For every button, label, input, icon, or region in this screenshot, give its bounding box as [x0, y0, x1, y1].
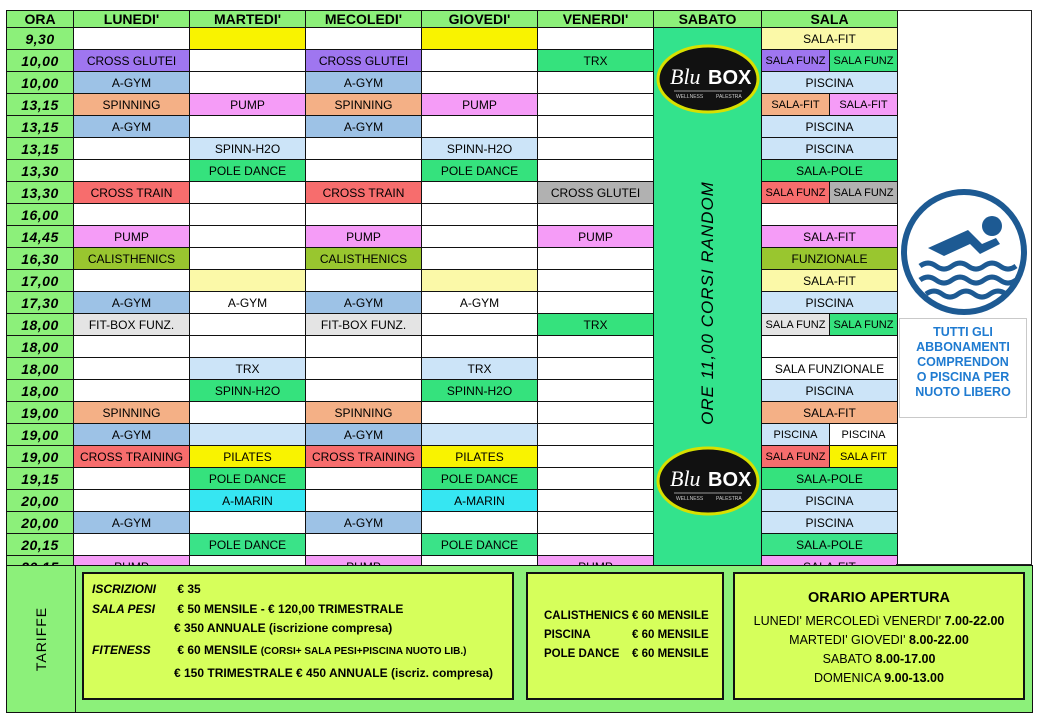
course-cell	[538, 138, 654, 160]
course-cell	[538, 446, 654, 468]
course-cell: CROSS TRAIN	[306, 182, 422, 204]
course-cell	[190, 336, 306, 358]
schedule-row	[7, 182, 898, 204]
course-cell	[422, 50, 538, 72]
course-cell	[538, 424, 654, 446]
tariffe-section	[6, 565, 1033, 713]
logo-sub-left: WELLNESS	[675, 496, 703, 502]
time-cell: 19,00	[7, 402, 74, 424]
opening-hours: 8.00-22.00	[909, 633, 969, 647]
sala-cell: PISCINA	[762, 380, 898, 402]
course-cell	[422, 336, 538, 358]
course-cell: CROSS GLUTEI	[538, 182, 654, 204]
sala-cell: PISCINA	[762, 512, 898, 534]
course-cell: PUMP	[422, 94, 538, 116]
schedule-header-row	[7, 11, 898, 28]
course-cell	[74, 270, 190, 292]
course-cell: A-MARIN	[190, 490, 306, 512]
course-cell	[74, 380, 190, 402]
course-cell	[306, 336, 422, 358]
course-cell: SPINNING	[74, 94, 190, 116]
blubox-logo-icon	[656, 44, 760, 114]
course-cell	[538, 160, 654, 182]
schedule-row	[7, 490, 898, 512]
header-giovedi: GIOVEDI'	[422, 11, 538, 28]
course-cell	[538, 534, 654, 556]
schedule-row	[7, 358, 898, 380]
course-price-row	[544, 610, 709, 622]
course-cell	[190, 204, 306, 226]
opening-days: SABATO	[822, 652, 873, 666]
time-cell: 18,00	[7, 380, 74, 402]
course-cell	[538, 336, 654, 358]
course-cell: TRX	[538, 50, 654, 72]
time-cell: 20,00	[7, 512, 74, 534]
course-cell	[190, 28, 306, 50]
sala-cell: PISCINA	[762, 490, 898, 512]
course-cell: POLE DANCE	[422, 534, 538, 556]
header-lunedi: LUNEDI'	[74, 11, 190, 28]
sabato-text: ORE 11,00 CORSI RANDOM	[697, 180, 717, 425]
time-cell: 19,00	[7, 424, 74, 446]
time-cell: 20,00	[7, 490, 74, 512]
fitness-label: FITENESS	[92, 643, 151, 657]
blubox-logo-bottom	[654, 446, 761, 516]
opening-row	[735, 614, 1023, 628]
course-cell	[306, 160, 422, 182]
sala-cell: SALA FUNZ	[762, 446, 830, 468]
course-cell: A-GYM	[422, 292, 538, 314]
course-name: CALISTHENICS	[544, 610, 629, 622]
sala-cell: SALA-POLE	[762, 534, 898, 556]
course-cell	[422, 314, 538, 336]
schedule-row	[7, 248, 898, 270]
iscrizioni-row	[92, 582, 201, 596]
course-cell	[538, 512, 654, 534]
course-cell	[190, 72, 306, 94]
time-cell: 13,15	[7, 116, 74, 138]
prices-box	[82, 572, 514, 700]
course-cell	[422, 28, 538, 50]
course-cell	[306, 28, 422, 50]
course-cell	[306, 204, 422, 226]
course-cell: A-GYM	[306, 116, 422, 138]
course-cell: CROSS GLUTEI	[306, 50, 422, 72]
course-cell: A-GYM	[74, 116, 190, 138]
sala-pesi-row	[92, 602, 403, 616]
course-cell: PILATES	[190, 446, 306, 468]
sala-cell	[762, 204, 898, 226]
course-cell	[538, 358, 654, 380]
course-cell	[538, 490, 654, 512]
course-cell: SPINN-H2O	[422, 380, 538, 402]
course-cell	[538, 292, 654, 314]
header-ora: ORA	[7, 11, 74, 28]
course-cell	[190, 314, 306, 336]
course-cell: CROSS GLUTEI	[74, 50, 190, 72]
schedule-row	[7, 402, 898, 424]
course-cell	[422, 226, 538, 248]
course-cell: SPINN-H2O	[190, 380, 306, 402]
sala-cell: PISCINA	[762, 424, 830, 446]
course-cell: POLE DANCE	[190, 160, 306, 182]
sala-cell: SALA-POLE	[762, 468, 898, 490]
course-cell	[306, 490, 422, 512]
course-cell: A-GYM	[74, 292, 190, 314]
course-cell: TRX	[422, 358, 538, 380]
course-cell: POLE DANCE	[422, 468, 538, 490]
course-cell: CROSS TRAINING	[306, 446, 422, 468]
course-cell	[422, 270, 538, 292]
course-cell	[306, 534, 422, 556]
time-cell: 9,30	[7, 28, 74, 50]
opening-row	[735, 633, 1023, 647]
time-cell: 17,00	[7, 270, 74, 292]
schedule-row	[7, 380, 898, 402]
course-cell	[306, 380, 422, 402]
course-cell: CROSS TRAIN	[74, 182, 190, 204]
course-price-row	[544, 648, 709, 660]
sala-cell: PISCINA	[762, 292, 898, 314]
sabato-column	[654, 28, 762, 578]
time-cell: 18,00	[7, 336, 74, 358]
time-cell: 13,30	[7, 182, 74, 204]
opening-days: DOMENICA	[814, 671, 881, 685]
course-cell	[538, 468, 654, 490]
time-cell: 10,00	[7, 50, 74, 72]
time-cell: 18,00	[7, 358, 74, 380]
time-cell: 13,30	[7, 160, 74, 182]
course-cell	[74, 138, 190, 160]
schedule-row	[7, 138, 898, 160]
sala-cell: SALA FUNZ	[762, 314, 830, 336]
courses-box	[526, 572, 724, 700]
swimmer-icon	[900, 188, 1028, 321]
schedule-row	[7, 424, 898, 446]
iscrizioni-label: ISCRIZIONI	[92, 582, 157, 596]
sala-cell: SALA-FIT	[762, 402, 898, 424]
course-cell	[74, 160, 190, 182]
schedule-row	[7, 512, 898, 534]
course-cell	[74, 28, 190, 50]
sala-cell: FUNZIONALE	[762, 248, 898, 270]
fitness-value: € 60 MENSILE	[177, 643, 258, 657]
sala-cell: PISCINA	[830, 424, 898, 446]
course-cell: SPINNING	[306, 402, 422, 424]
sala-cell: SALA FUNZ	[830, 50, 898, 72]
course-cell: SPINN-H2O	[190, 138, 306, 160]
course-cell	[190, 50, 306, 72]
course-cell: A-GYM	[74, 424, 190, 446]
schedule-row	[7, 314, 898, 336]
course-cell: SPINNING	[306, 94, 422, 116]
schedule-row	[7, 50, 898, 72]
course-cell: A-GYM	[306, 72, 422, 94]
opening-hours: 9.00-13.00	[884, 671, 944, 685]
logo-blu: Blu	[669, 64, 701, 89]
opening-hours: 8.00-17.00	[875, 652, 936, 666]
iscrizioni-value: € 35	[177, 582, 201, 596]
time-cell: 19,00	[7, 446, 74, 468]
time-cell: 18,00	[7, 314, 74, 336]
course-cell	[190, 248, 306, 270]
sala-pesi-annual: € 350 ANNUALE (iscrizione compresa)	[174, 621, 393, 635]
logo-blu: Blu	[669, 466, 701, 491]
time-cell: 20,15	[7, 534, 74, 556]
sala-cell: PISCINA	[762, 138, 898, 160]
course-cell	[538, 28, 654, 50]
sala-cell: SALA-POLE	[762, 160, 898, 182]
sala-cell: SALA FUNZ	[762, 50, 830, 72]
sala-cell: SALA-FIT	[762, 28, 898, 50]
opening-days: LUNEDI' MERCOLEDì VENERDI'	[753, 614, 942, 628]
schedule-row	[7, 160, 898, 182]
opening-hours: 7.00-22.00	[944, 614, 1005, 628]
course-cell	[306, 138, 422, 160]
course-cell	[74, 336, 190, 358]
course-cell: TRX	[190, 358, 306, 380]
course-cell: CROSS TRAINING	[74, 446, 190, 468]
sala-cell: SALA FUNZIONALE	[762, 358, 898, 380]
fitness-note: (CORSI+ SALA PESI+PISCINA NUOTO LIB.)	[260, 646, 467, 657]
schedule-row	[7, 116, 898, 138]
sala-cell: PISCINA	[762, 72, 898, 94]
course-cell	[538, 270, 654, 292]
course-cell: POLE DANCE	[190, 534, 306, 556]
schedule-row	[7, 226, 898, 248]
course-cell: POLE DANCE	[190, 468, 306, 490]
schedule-row	[7, 204, 898, 226]
course-cell	[306, 468, 422, 490]
course-cell	[306, 358, 422, 380]
course-cell	[538, 204, 654, 226]
sala-cell: SALA FUNZ	[830, 182, 898, 204]
course-cell	[538, 248, 654, 270]
course-cell	[190, 270, 306, 292]
course-cell	[190, 182, 306, 204]
course-cell	[190, 116, 306, 138]
schedule-row	[7, 534, 898, 556]
sala-cell: SALA-FIT	[830, 94, 898, 116]
header-sabato: SABATO	[654, 11, 762, 28]
course-cell: CALISTHENICS	[74, 248, 190, 270]
course-cell	[306, 270, 422, 292]
schedule-row	[7, 94, 898, 116]
schedule-row	[7, 28, 898, 50]
tariffe-label-cell	[7, 566, 76, 712]
fitness-line2: € 150 TRIMESTRALE € 450 ANNUALE (iscriz. compresa)	[174, 666, 493, 680]
course-cell: PUMP	[306, 226, 422, 248]
course-cell	[422, 424, 538, 446]
abbonamenti-note: TUTTI GLI ABBONAMENTI COMPRENDON O PISCINA PER NUOTO LIBERO	[899, 318, 1027, 418]
course-cell	[422, 512, 538, 534]
header-venerdi: VENERDI'	[538, 11, 654, 28]
schedule-row	[7, 270, 898, 292]
course-cell: PILATES	[422, 446, 538, 468]
course-name: POLE DANCE	[544, 648, 620, 660]
course-cell	[538, 72, 654, 94]
course-price: € 60 MENSILE	[632, 610, 709, 622]
time-cell: 14,45	[7, 226, 74, 248]
course-cell	[190, 512, 306, 534]
fitness-row	[92, 643, 467, 657]
sala-cell: SALA FIT	[830, 446, 898, 468]
header-martedi: MARTEDI'	[190, 11, 306, 28]
time-cell: 13,15	[7, 94, 74, 116]
time-cell: 16,30	[7, 248, 74, 270]
course-cell	[190, 226, 306, 248]
opening-row	[735, 671, 1023, 685]
course-cell: PUMP	[538, 226, 654, 248]
logo-sub-left: WELLNESS	[675, 94, 703, 100]
sala-cell: SALA FUNZ	[830, 314, 898, 336]
course-cell	[190, 424, 306, 446]
course-cell	[74, 468, 190, 490]
schedule-row	[7, 336, 898, 358]
course-cell	[190, 402, 306, 424]
course-cell: PUMP	[74, 226, 190, 248]
course-cell: A-GYM	[306, 292, 422, 314]
course-cell: FIT-BOX FUNZ.	[306, 314, 422, 336]
course-cell: A-GYM	[306, 512, 422, 534]
course-cell	[538, 380, 654, 402]
course-cell: A-GYM	[306, 424, 422, 446]
course-price: € 60 MENSILE	[632, 629, 709, 641]
course-cell: TRX	[538, 314, 654, 336]
opening-days: MARTEDI' GIOVEDI'	[789, 633, 906, 647]
time-cell: 19,15	[7, 468, 74, 490]
sala-cell: SALA-FIT	[762, 270, 898, 292]
schedule-row	[7, 446, 898, 468]
course-cell	[74, 358, 190, 380]
sala-cell: SALA-FIT	[762, 94, 830, 116]
header-sala: SALA	[762, 11, 898, 28]
course-name: PISCINA	[544, 629, 591, 641]
blubox-logo-icon	[656, 446, 760, 516]
time-cell: 16,00	[7, 204, 74, 226]
course-cell: A-GYM	[74, 72, 190, 94]
course-cell: POLE DANCE	[422, 160, 538, 182]
schedule-row	[7, 72, 898, 94]
course-cell: PUMP	[190, 94, 306, 116]
sala-pesi-label: SALA PESI	[92, 602, 155, 616]
course-cell	[538, 116, 654, 138]
course-cell: A-GYM	[190, 292, 306, 314]
course-cell: A-MARIN	[422, 490, 538, 512]
sala-cell: SALA FUNZ	[762, 182, 830, 204]
sala-cell	[762, 336, 898, 358]
logo-box: BOX	[707, 67, 751, 89]
opening-title: ORARIO APERTURA	[807, 590, 951, 606]
course-cell: CALISTHENICS	[306, 248, 422, 270]
sala-cell: SALA-FIT	[762, 226, 898, 248]
course-cell: SPINN-H2O	[422, 138, 538, 160]
time-cell: 10,00	[7, 72, 74, 94]
opening-row	[735, 652, 1023, 666]
time-cell: 17,30	[7, 292, 74, 314]
course-cell	[422, 204, 538, 226]
course-price: € 60 MENSILE	[632, 648, 709, 660]
course-cell	[74, 204, 190, 226]
course-cell	[538, 402, 654, 424]
opening-hours-box	[733, 572, 1025, 700]
course-cell	[422, 72, 538, 94]
logo-sub-right: PALESTRA	[715, 94, 742, 100]
blubox-logo-top	[654, 44, 761, 114]
schedule-row	[7, 468, 898, 490]
time-cell: 13,15	[7, 138, 74, 160]
tariffe-label: TARIFFE	[33, 606, 49, 672]
course-cell: FIT-BOX FUNZ.	[74, 314, 190, 336]
header-mercoledi: MECOLEDI'	[306, 11, 422, 28]
sala-cell: PISCINA	[762, 116, 898, 138]
weekly-schedule-table	[6, 10, 898, 578]
course-cell: SPINNING	[74, 402, 190, 424]
course-cell: A-GYM	[74, 512, 190, 534]
course-cell	[422, 116, 538, 138]
logo-sub-right: PALESTRA	[715, 496, 742, 502]
sala-pesi-value: € 50 MENSILE - € 120,00 TRIMESTRALE	[177, 602, 404, 616]
course-cell	[538, 94, 654, 116]
course-cell	[422, 248, 538, 270]
schedule-row	[7, 292, 898, 314]
logo-box: BOX	[707, 469, 751, 491]
course-cell	[74, 534, 190, 556]
course-cell	[422, 402, 538, 424]
course-cell	[422, 182, 538, 204]
course-cell	[74, 490, 190, 512]
course-price-row	[544, 629, 709, 641]
